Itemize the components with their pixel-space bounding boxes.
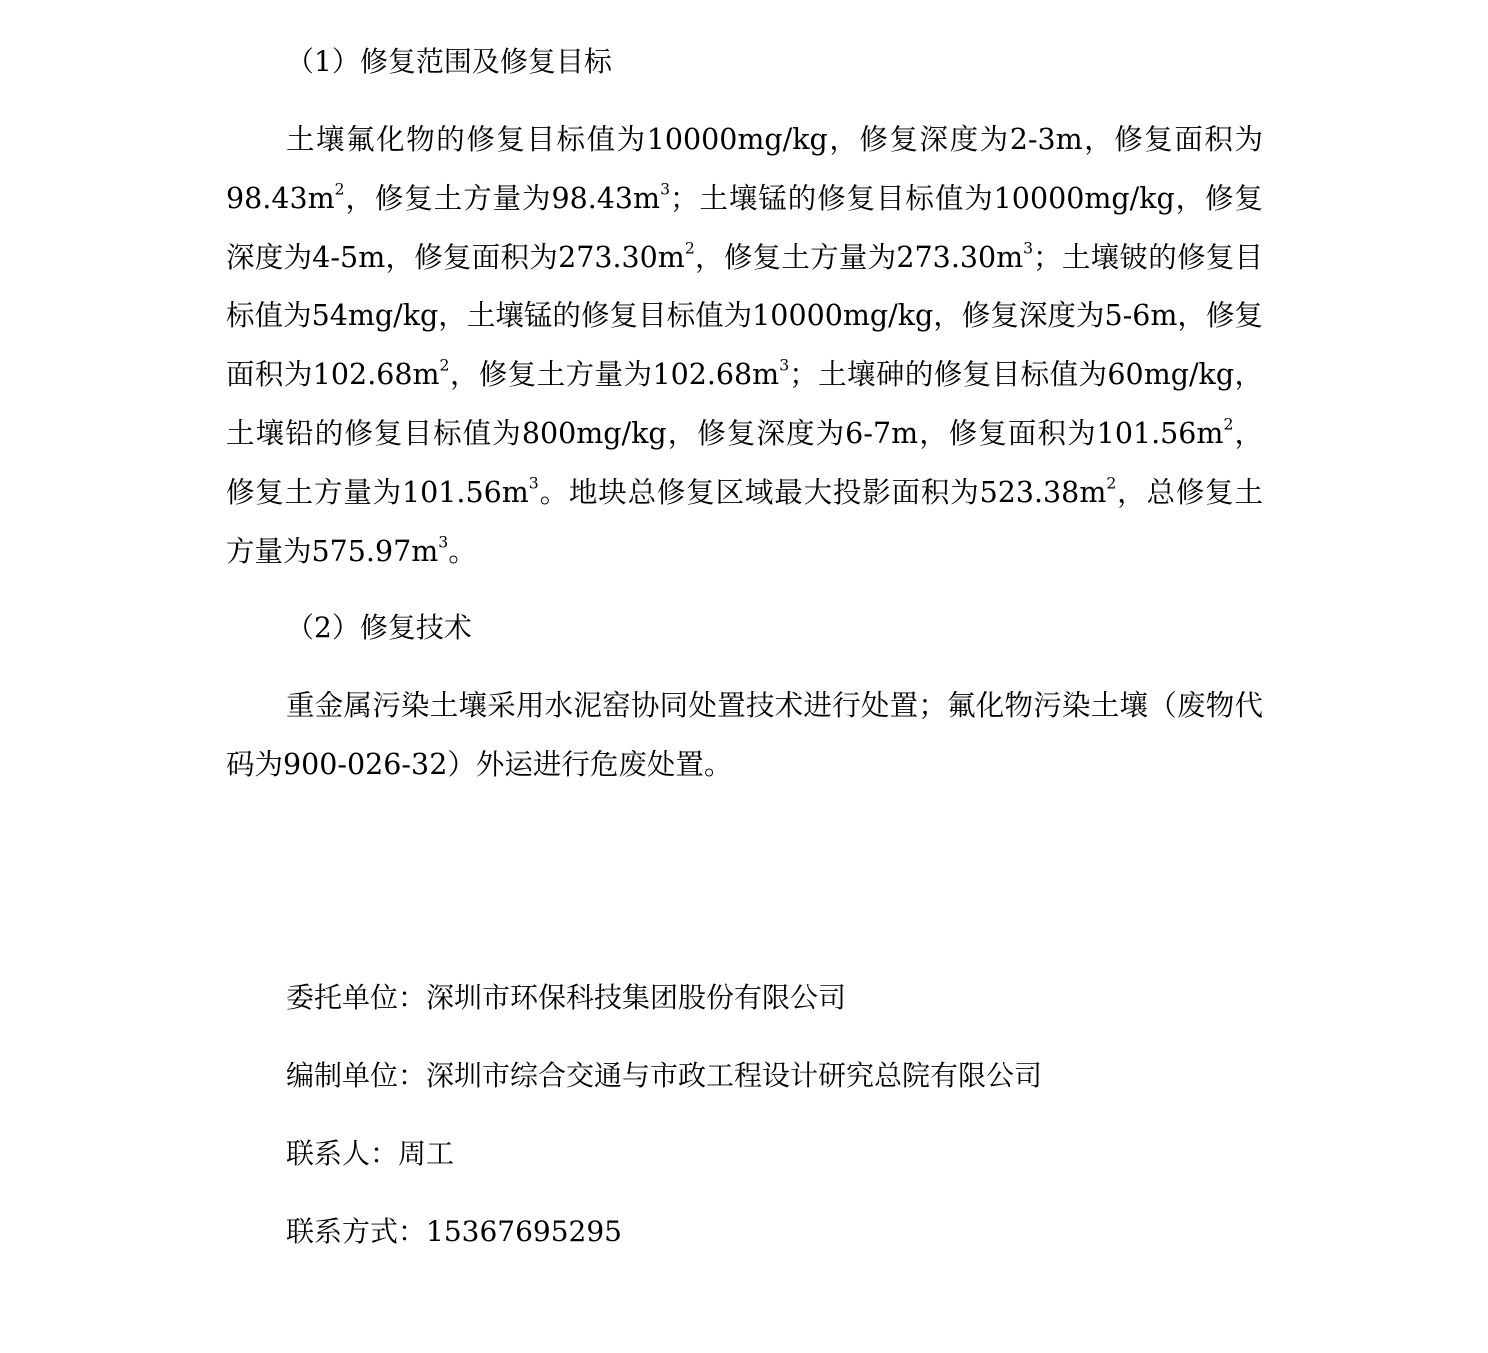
paragraph-text-segment: ；土壤砷的修复目标值为60mg/kg，土壤铅的修复目标值为800mg/kg，修复深度为6-7m，修复面积为101.56m [226,358,1264,450]
client-line: 委托单位：深圳市环保科技集团股份有限公司 [286,981,847,1014]
unit-superscript: 3 [528,473,539,493]
paragraph-text-segment: 。地块总修复区域最大投影面积为523.38m [538,475,1107,509]
paragraph-text-segment: 。 [448,534,477,568]
section-heading-remediation-scope: （1）修复范围及修复目标 [286,45,612,78]
paragraph-text-segment: ，修复土方量为101.56m [226,416,1263,509]
paragraph-text-segment: ，修复土方量为102.68m [449,358,780,392]
paragraph-text-segment: ，修复土方量为98.43m [344,181,661,215]
unit-superscript: 2 [334,179,345,199]
remediation-targets-paragraph [226,111,1263,581]
unit-superscript: 3 [438,532,449,552]
contact-person-line: 联系人：周工 [286,1137,455,1170]
unit-superscript: 2 [1223,414,1234,434]
author-line: 编制单位：深圳市综合交通与市政工程设计研究总院有限公司 [286,1059,1043,1092]
paragraph-text-segment: 土壤氟化物的修复目标值为10000mg/kg，修复深度为2-3m，修复面积为98.43m [226,123,1263,215]
paragraph-text-segment: ；土壤铍的修复目标值为54mg/kg，土壤锰的修复目标值为10000mg/kg，修复深度为5-6m，修复面积为102.68m [226,240,1263,392]
unit-superscript: 3 [1023,238,1034,258]
unit-superscript: 2 [684,238,695,258]
paragraph-text-segment: ，总修复土方量为575.97m [226,475,1263,568]
section-heading-remediation-technology: （2）修复技术 [286,611,472,644]
contact-phone-line: 联系方式：15367695295 [286,1215,622,1248]
unit-superscript: 3 [660,179,671,199]
unit-superscript: 2 [1106,473,1117,493]
unit-superscript: 2 [439,355,450,375]
paragraph-text-segment: ，修复土方量为273.30m [694,240,1024,274]
remediation-technology-paragraph: 重金属污染土壤采用水泥窑协同处置技术进行处置；氟化物污染土壤（废物代码为900-026-32）外运进行危废处置。 [226,689,1263,781]
paragraph-text-segment: ；土壤锰的修复目标值为10000mg/kg，修复深度为4-5m，修复面积为273.30m [226,181,1263,274]
unit-superscript: 3 [779,355,790,375]
